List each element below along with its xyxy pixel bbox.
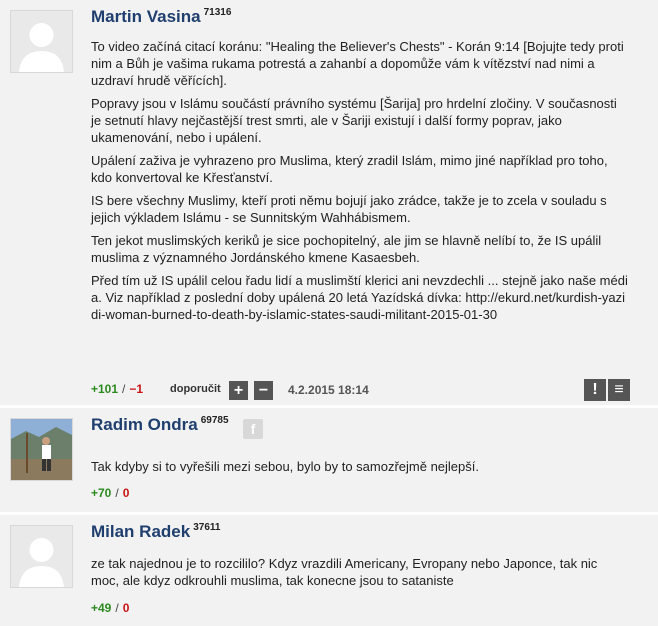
plus-votes: +70 [91, 486, 112, 500]
comment-paragraph: Před tím už IS upálil celou řadu lidí a muslimští klerici ani nevzdechli ... stejně jako naše média. Viz například z poslední doby upálená 20 letá Yazídská dívka: http://ekurd.net/kurdish-yazidi-woman-burned-to-death-by-islamic-states-saudi-militant-2015-01-30 [91, 273, 628, 322]
plus-votes: +101 [91, 382, 119, 396]
comment-paragraph: IS bere všechny Muslimy, kteří proti němu bojují jako zrádce, takže je to zcela v souladu s jejich výkladem Islámu - se Sunnitským Wahhábismem. [91, 193, 607, 225]
upvote-button[interactable]: + [229, 381, 248, 400]
comment-date: 4.2.2015 18:14 [288, 383, 369, 397]
comment-author [91, 415, 229, 435]
comment-paragraph: Tak kdyby si to vyřešili mezi sebou, bylo by to samozřejmě nejlepší. [91, 459, 479, 474]
comment-body [80, 515, 658, 626]
comment-text [91, 555, 628, 595]
user-silhouette-icon [11, 526, 72, 587]
author-link[interactable]: Milan Radek [91, 522, 191, 541]
comment-paragraph: ze tak najednou je to rozcililo? Kdyz vrazdili Americany, Evropany nebo Japonce, tak nic moc, ale kdyz odkrouhli muslima, tak konecne jsou to sataniste [91, 556, 598, 588]
vote-score [91, 601, 129, 615]
recommend-label: doporučit [170, 383, 221, 395]
comment [0, 408, 658, 512]
avatar-photo[interactable] [10, 418, 73, 481]
avatar-placeholder[interactable] [10, 525, 73, 588]
facebook-icon[interactable]: f [243, 419, 263, 439]
user-photo-icon [11, 419, 72, 480]
comment-author [91, 7, 231, 27]
plus-votes: +49 [91, 601, 112, 615]
comment-sidebar [0, 0, 80, 405]
comment-paragraph: To video začíná citací koránu: "Healing the Believer's Chests" - Korán 9:14 [Bojujte tedy proti nim a Bůh je vašima rukama potrestá a zahanbí a dopomůže vám k vítězství nad nimi a uzdraví hrudě věřících]. [91, 39, 624, 88]
comment-paragraph: Popravy jsou v Islámu součástí právního systému [Šarija] pro hrdelní zločiny. V současnosti je setnutí hlavy nejčastější trest smrti, ale v Šariji existují i další formy poprav, jako ukamenování, nebo i upálení. [91, 96, 617, 145]
author-karma: 69785 [200, 415, 229, 427]
comment-text [91, 38, 628, 329]
avatar-placeholder[interactable] [10, 10, 73, 73]
user-silhouette-icon [11, 11, 72, 72]
comment-sidebar [0, 408, 80, 512]
minus-votes: −1 [129, 382, 144, 396]
minus-votes: 0 [122, 486, 130, 500]
thread-list-icon[interactable]: ≡ [608, 379, 630, 401]
author-karma: 37611 [193, 522, 221, 534]
comment-paragraph: Upálení zaživa je vyhrazeno pro Muslima, který zradil Islám, mimo jiné například pro toho, kdo konvertoval ke Křesťanství. [91, 153, 608, 185]
report-icon[interactable]: ! [584, 379, 606, 401]
minus-votes: 0 [122, 601, 130, 615]
vote-separator: / [115, 601, 119, 615]
comment-author [91, 522, 220, 542]
author-karma: 71316 [203, 7, 232, 19]
comment-text [91, 458, 628, 481]
author-link[interactable]: Radim Ondra [91, 415, 198, 434]
vote-separator: / [122, 382, 126, 396]
comment-body [80, 408, 658, 512]
vote-score [91, 382, 143, 396]
comment-paragraph: Ten jekot muslimských keriků je sice pochopitelný, ale jim se hlavně nelíbí to, že IS upálil muslima z významného Jordánského kmene Kasaesbeh. [91, 233, 602, 265]
comment [0, 515, 658, 626]
vote-separator: / [115, 486, 119, 500]
downvote-button[interactable]: − [254, 381, 273, 400]
comment-body [80, 0, 658, 405]
vote-score [91, 486, 129, 500]
comment-sidebar [0, 515, 80, 626]
author-link[interactable]: Martin Vasina [91, 7, 201, 26]
